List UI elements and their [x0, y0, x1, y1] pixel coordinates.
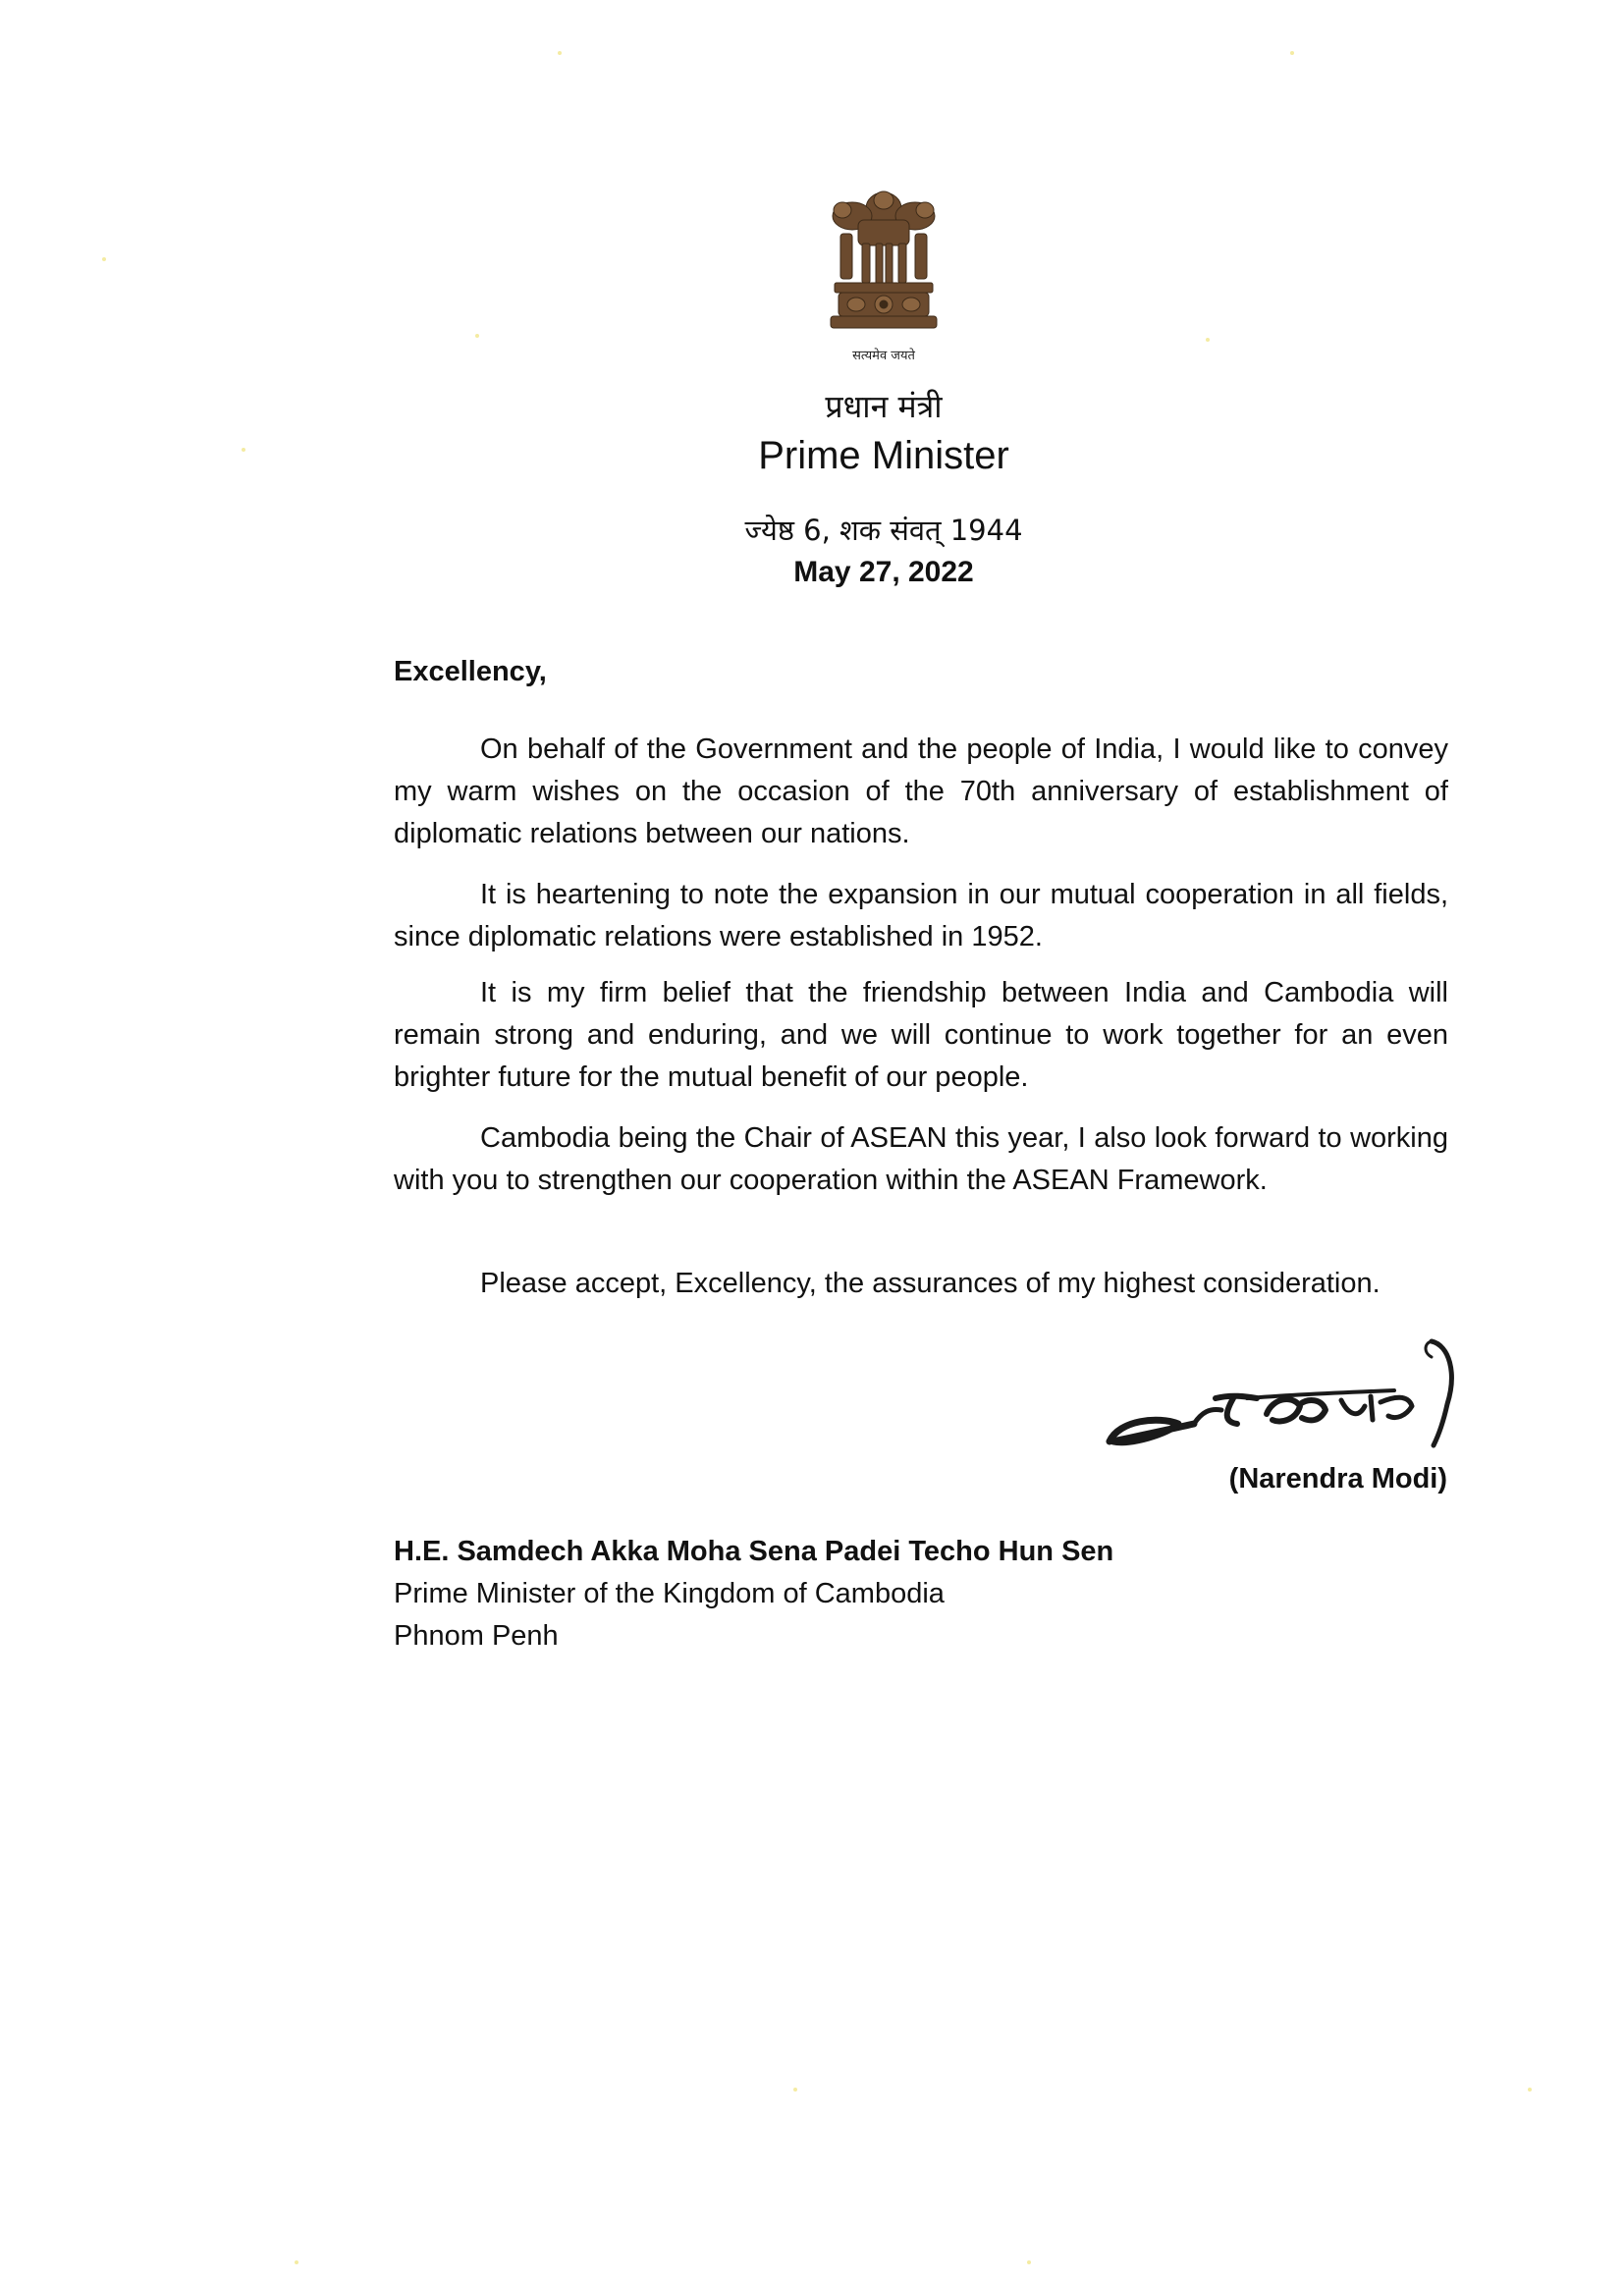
- scan-speck: [793, 2088, 797, 2092]
- letter-paragraph: It is my firm belief that the friendship between India and Cambodia will remain strong and enduring, and we will continue to work together for an even brighter future for the mutual benefit of our people.: [394, 977, 1448, 1093]
- signer-name: (Narendra Modi): [1228, 1463, 1447, 1495]
- letter-paragraph: It is heartening to note the expansion in our mutual cooperation in all fields, since diplomatic relations were established in 1952.: [394, 879, 1448, 952]
- scan-speck: [102, 257, 106, 261]
- emblem-motto: सत्यमेव जयते: [852, 349, 915, 363]
- office-title-hindi: प्रधान मंत्री: [825, 388, 943, 425]
- scan-speck: [242, 448, 245, 452]
- salutation: Excellency,: [394, 656, 547, 687]
- scan-speck: [1290, 51, 1294, 55]
- scan-speck: [1528, 2088, 1532, 2092]
- letter-paragraph: On behalf of the Government and the people of India, I would like to convey my warm wishes on the occasion of the 70th anniversary of establishment of diplomatic relations between our nations.: [394, 734, 1448, 849]
- scan-speck: [1027, 2260, 1031, 2264]
- national-emblem-icon: [823, 177, 945, 344]
- letter-paragraph: Please accept, Excellency, the assurances of my highest consideration.: [480, 1268, 1380, 1299]
- addressee-name: H.E. Samdech Akka Moha Sena Padei Techo Hun Sen: [394, 1536, 1114, 1567]
- handwritten-signature: [1100, 1326, 1473, 1463]
- addressee-title: Prime Minister of the Kingdom of Cambodia: [394, 1578, 945, 1609]
- date-english: May 27, 2022: [793, 556, 974, 588]
- scan-speck: [475, 334, 479, 338]
- scan-speck: [558, 51, 562, 55]
- letter-paragraph: Cambodia being the Chair of ASEAN this year, I also look forward to working with you to strengthen our cooperation within the ASEAN Framework.: [394, 1122, 1448, 1196]
- scan-speck: [1206, 338, 1210, 342]
- scan-speck: [295, 2260, 298, 2264]
- addressee-city: Phnom Penh: [394, 1620, 559, 1652]
- office-title-english: Prime Minister: [758, 434, 1009, 477]
- date-hindi: ज्येष्ठ 6, शक संवत् 1944: [744, 514, 1023, 547]
